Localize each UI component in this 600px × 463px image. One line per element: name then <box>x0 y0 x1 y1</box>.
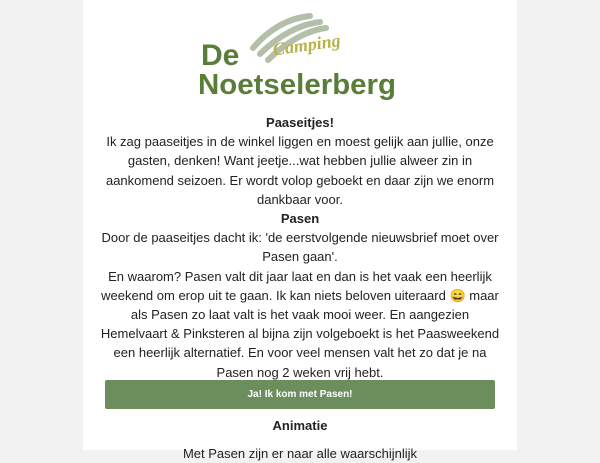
cta-button-pasen[interactable]: Ja! Ik kom met Pasen! <box>105 380 495 409</box>
email-body <box>83 0 517 462</box>
newsletter-content <box>83 113 517 382</box>
camping-logo <box>198 10 408 105</box>
logo-word-de: De <box>201 39 240 72</box>
section-animatie <box>83 416 517 463</box>
logo-word-camping: Camping <box>271 30 342 60</box>
paragraph-intro: Ik zag paaseitjes in de winkel liggen en moest gelijk aan jullie, onze gasten, denken! Want jeetje...wat hebben jullie alweer zin in aankomend seizoen. Er wordt volop geboekt en daar zijn we enorm dankbaar voor. <box>105 134 495 207</box>
heading-paaseitjes: Paaseitjes! <box>266 115 334 130</box>
paragraph-pasen-2: En waarom? Pasen valt dit jaar laat en dan is het vaak een heerlijk weekend om erop uit te gaan. Ik kan niets beloven uiteraard 😄 maar als Pasen zo laat valt is het vaak mooi weer. En aangezien Hemelvaart & Pinksteren al bijna zijn volgeboekt is het Paasweekend een heerlijk alternatief. En voor veel mensen valt het zo dat je na Pasen nog 2 weken vrij hebt. <box>100 268 500 380</box>
heading-animatie: Animatie <box>272 418 328 433</box>
logo-word-noetselerberg: Noetselerberg <box>198 69 396 101</box>
heading-pasen: Pasen <box>280 211 320 227</box>
paragraph-pasen-1: Door de paaseitjes dacht ik: 'de eerstvolgende nieuwsbrief moet over Pasen gaan'. <box>101 230 499 265</box>
paragraph-animatie: Met Pasen zijn er naar alle waarschijnlijk <box>182 446 418 462</box>
